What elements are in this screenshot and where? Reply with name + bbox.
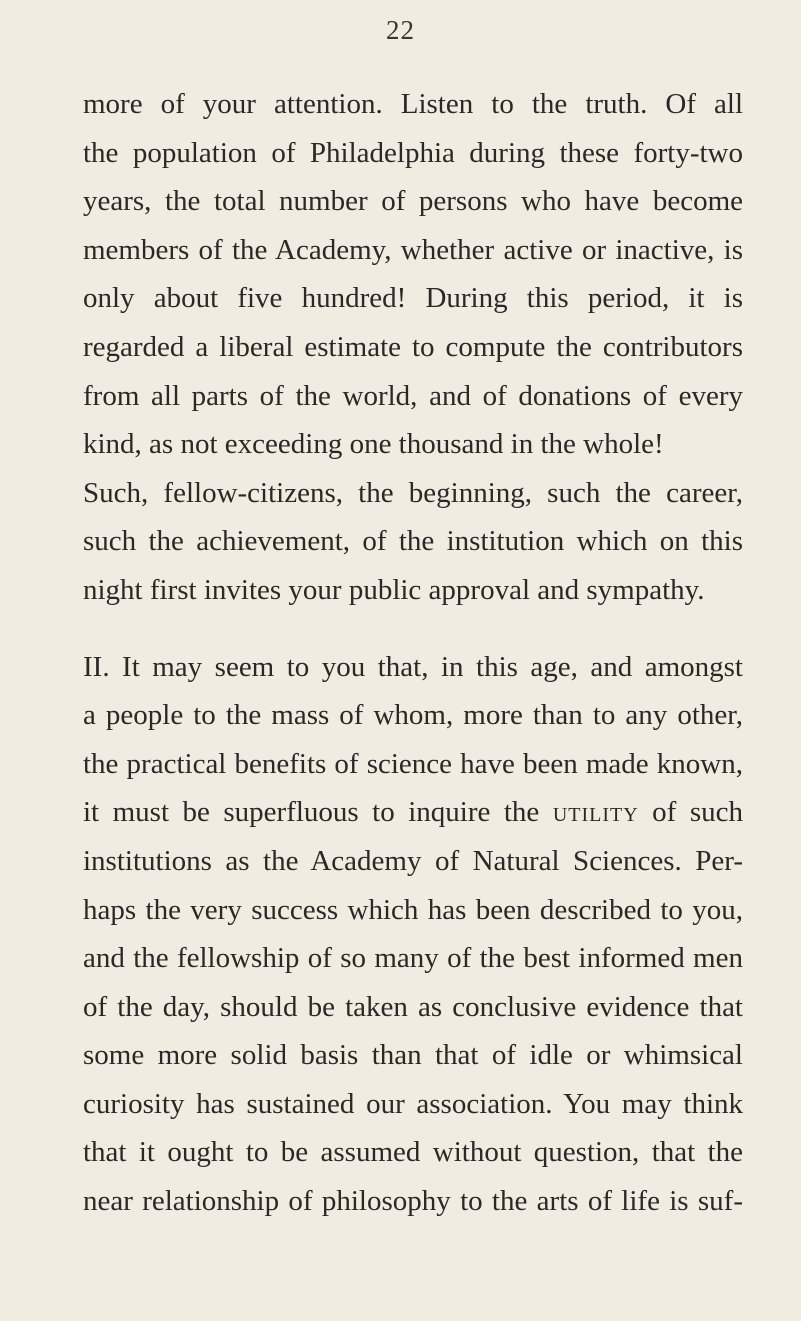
text-line: some more solid basis than that of idle or whimsical [83,1039,743,1072]
page-number: 22 [386,15,415,45]
text-line: Such, fellow-citizens, the beginning, such the career, [83,476,743,509]
text-line: regarded a liberal estimate to compute the contributors [83,330,743,363]
paragraph [83,80,743,469]
text-line: kind, as not exceeding one thousand in the whole! [83,428,664,461]
text-line: curiosity has sustained our association. You may think [83,1087,743,1120]
text-line: such the achievement, of the institution which on this [83,525,743,558]
text-line: institutions as the Academy of Natural Sciences. Per- [83,844,743,877]
text-line: and the fellowship of so many of the best informed men [83,942,743,975]
text-line: only about five hundred! During this period, it is [83,282,743,315]
text-line: a people to the mass of whom, more than to any other, [83,699,743,732]
text-line: from all parts of the world, and of donations of every [83,379,743,412]
emphasized-word: utility [552,796,639,829]
text-line: more of your attention. Listen to the truth. Of all [83,88,743,120]
text-line: years, the total number of persons who have become [83,185,743,218]
paragraph [83,643,743,1226]
text-line: near relationship of philosophy to the arts of life is suf- [83,1185,743,1218]
text-line: that it ought to be assumed without question, that the [83,1136,743,1169]
text-line: II. It may seem to you that, in this age, and amongst [83,650,743,683]
text-line: haps the very success which has been described to you, [83,893,743,926]
text-line [83,788,743,837]
text-line: members of the Academy, whether active or inactive, is [83,233,743,266]
body-text [83,80,743,1226]
text-line: the practical benefits of science have been made known, [83,747,743,780]
text-run: it must be superfluous to inquire the [83,796,553,829]
text-line: night first invites your public approval and sympathy. [83,573,705,606]
text-line: of the day, should be taken as conclusive evidence that [83,990,743,1023]
paragraph [83,469,743,615]
text-line: the population of Philadelphia during these forty-two [83,136,743,169]
paragraph-spacer [83,615,743,643]
text-run: of such [638,796,743,829]
